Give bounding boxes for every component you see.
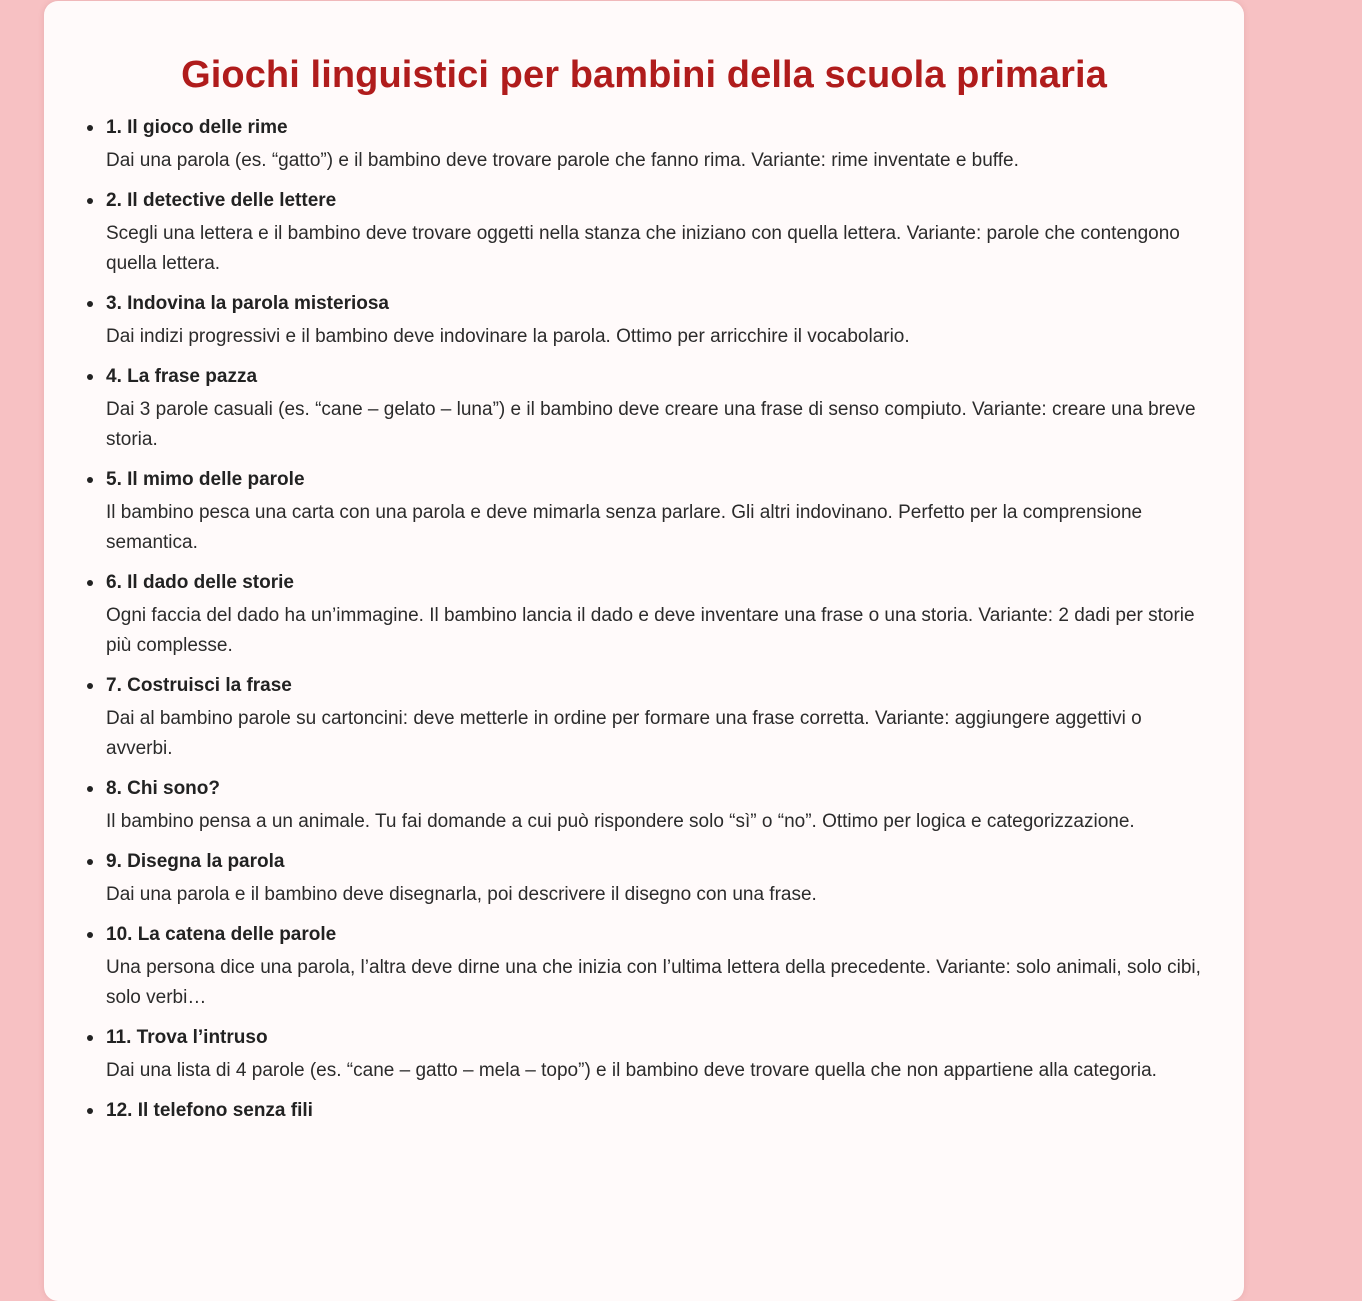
game-title: 5. Il mimo delle parole	[106, 469, 305, 490]
list-item	[106, 291, 1204, 352]
bullet-icon	[87, 301, 93, 307]
bullet-icon	[87, 1108, 93, 1114]
bullet-icon	[87, 786, 93, 792]
list-item	[106, 673, 1204, 764]
game-description: Il bambino pensa a un animale. Tu fai domande a cui può rispondere solo “sì” o “no”. Ottimo per logica e categorizzazione.	[106, 811, 1135, 832]
game-title: 1. Il gioco delle rime	[106, 117, 288, 138]
bullet-icon	[87, 932, 93, 938]
game-title: 11. Trova l’intruso	[106, 1027, 268, 1048]
game-description: Dai indizi progressivi e il bambino deve indovinare la parola. Ottimo per arricchire il vocabolario.	[106, 326, 910, 347]
game-title: 6. Il dado delle storie	[106, 572, 294, 593]
game-description: Dai una parola e il bambino deve disegnarla, poi descrivere il disegno con una frase.	[106, 884, 817, 905]
page-title: Giochi linguistici per bambini della scuola primaria	[181, 54, 1107, 96]
games-list	[106, 115, 1204, 1124]
list-item	[106, 188, 1204, 279]
game-description: Dai 3 parole casuali (es. “cane – gelato – luna”) e il bambino deve creare una frase di senso compiuto. Variante: creare una breve storia.	[106, 399, 1196, 450]
list-item	[106, 364, 1204, 455]
game-title: 3. Indovina la parola misteriosa	[106, 293, 389, 314]
bullet-icon	[87, 477, 93, 483]
game-description: Ogni faccia del dado ha un’immagine. Il bambino lancia il dado e deve inventare una frase o una storia. Variante: 2 dadi per storie più complesse.	[106, 605, 1195, 656]
game-title: 10. La catena delle parole	[106, 924, 337, 945]
game-title: 2. Il detective delle lettere	[106, 190, 337, 211]
content-card	[44, 1, 1244, 1301]
list-item	[106, 776, 1204, 837]
list-item	[106, 115, 1204, 176]
game-title: 9. Disegna la parola	[106, 851, 285, 872]
game-description: Dai una parola (es. “gatto”) e il bambino deve trovare parole che fanno rima. Variante: rime inventate e buffe.	[106, 150, 1019, 171]
game-description: Dai una lista di 4 parole (es. “cane – gatto – mela – topo”) e il bambino deve trovare quella che non appartiene alla categoria.	[106, 1060, 1157, 1081]
bullet-icon	[87, 198, 93, 204]
list-item	[106, 1025, 1204, 1086]
game-description: Una persona dice una parola, l’altra deve dirne una che inizia con l’ultima lettera della precedente. Variante: solo animali, solo cibi, solo verbi…	[106, 957, 1201, 1008]
bullet-icon	[87, 1035, 93, 1041]
bullet-icon	[87, 683, 93, 689]
bullet-icon	[87, 374, 93, 380]
game-description: Il bambino pesca una carta con una parola e deve mimarla senza parlare. Gli altri indovinano. Perfetto per la comprensione semantica.	[106, 502, 1143, 553]
list-item	[106, 1098, 1204, 1124]
game-title: 4. La frase pazza	[106, 366, 258, 387]
bullet-icon	[87, 580, 93, 586]
bullet-icon	[87, 859, 93, 865]
game-description: Dai al bambino parole su cartoncini: deve metterle in ordine per formare una frase corretta. Variante: aggiungere aggettivi o avverbi.	[106, 708, 1142, 759]
bullet-icon	[87, 125, 93, 131]
list-item	[106, 467, 1204, 558]
game-title: 8. Chi sono?	[106, 778, 220, 799]
game-description: Scegli una lettera e il bambino deve trovare oggetti nella stanza che iniziano con quella lettera. Variante: parole che contengono quella lettera.	[106, 223, 1180, 274]
game-title: 7. Costruisci la frase	[106, 675, 292, 696]
game-title: 12. Il telefono senza fili	[106, 1100, 313, 1121]
list-item	[106, 922, 1204, 1013]
list-item	[106, 849, 1204, 910]
list-item	[106, 570, 1204, 661]
